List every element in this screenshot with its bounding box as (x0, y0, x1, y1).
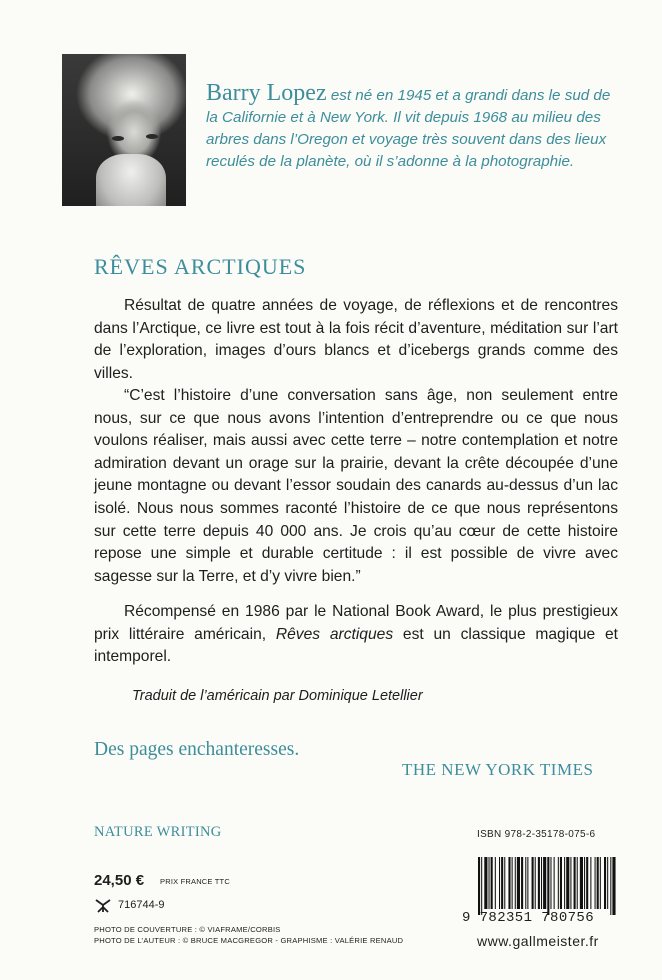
barcode-bar (499, 857, 500, 909)
cover-credit: PHOTO DE COUVERTURE : © VIAFRAME/CORBIS (94, 925, 281, 934)
barcode-bar (515, 857, 516, 909)
barcode-bar (564, 857, 565, 909)
barcode-bar (580, 857, 583, 909)
barcode-bar (554, 857, 555, 909)
barcode-bar (517, 857, 520, 909)
barcode-bar (590, 857, 591, 909)
barcode-bar (508, 857, 510, 909)
publisher-website[interactable]: www.gallmeister.fr (477, 933, 599, 949)
description-paragraph: Résultat de quatre années de voyage, de réflexions et de rencontres dans l’Arctique, ce livre est tout à la fois récit d’aventure, méditation sur l’art de l’exploration, images d’ours blancs et d’icebergs grands comme des villes. (94, 297, 618, 382)
barcode-bar (501, 857, 503, 909)
press-source: THE NEW YORK TIMES (402, 760, 594, 779)
barcode-bar (525, 857, 526, 909)
barcode-bar (484, 857, 487, 909)
barcode-bar (489, 857, 490, 909)
barcode-bar (504, 857, 505, 909)
collection-name: NATURE WRITING (94, 824, 222, 840)
author-bio (206, 82, 626, 173)
barcode-bar (512, 857, 513, 909)
book-title: RÊVES ARCTIQUES (94, 254, 307, 279)
author-name: Barry Lopez (206, 80, 327, 106)
barcode-bar (610, 857, 611, 915)
press-quote: Des pages enchanteresses. (94, 739, 300, 760)
barcode-bar (527, 857, 528, 909)
barcode-bar (550, 857, 551, 909)
author-bio-text: est né en 1945 et a grandi dans le sud de la Californie et à New York. Il vit depuis 1968 au milieu des arbres dans l’Oregon et voyage très souvent dans des lieux reculés de la planète, où il s’adonne à la photographie. (206, 87, 611, 170)
barcode-bar (566, 857, 569, 909)
barcode-bar (521, 857, 523, 909)
barcode-bar (597, 857, 599, 909)
author-credit: PHOTO DE L’AUTEUR : © BRUCE MACGREGOR - GRAPHISME : VALÉRIE RENAUD (94, 936, 404, 945)
barcode-bar (547, 857, 549, 915)
translator-credit: Traduit de l’américain par Dominique Letellier (132, 688, 423, 704)
author-photo (62, 54, 186, 206)
award-text-end: est un classique magique et intemporel. (94, 625, 618, 666)
price: 24,50 € (94, 872, 145, 889)
barcode-digits: 9 782351 780756 (462, 910, 595, 926)
barcode-bar (538, 857, 540, 909)
barcode-bar (584, 857, 585, 909)
publisher-logo-icon (94, 899, 112, 913)
barcode-bar (535, 857, 536, 909)
barcode-bar (558, 857, 559, 909)
barcode-bar (586, 857, 588, 909)
barcode-bar (495, 857, 496, 909)
award-text: Récompensé en 1986 par le National Book Award, le plus prestigieux prix littéraire américain, (94, 603, 618, 643)
barcode-bar (570, 857, 571, 909)
photo-credits (94, 924, 403, 946)
barcode-bar (491, 857, 493, 909)
barcode-bar (604, 857, 606, 909)
barcode-bar (543, 857, 546, 909)
barcode-bar (532, 857, 534, 909)
isbn: ISBN 978-2-35178-075-6 (477, 829, 596, 840)
barcode-bar (612, 857, 615, 915)
barcode-bar (595, 857, 596, 909)
quote-paragraph: “C’est l’histoire d’une conversation sans âge, non seulement entre nous, sur ce que nous avons l’intention d’entreprendre ou ce que nous voulons réaliser, mais aussi avec cette terre – notre contemplation et notre admiration devant un orage sur la prairie, devant la crête découpée d’une jeune montagne ou devant l’essor soudain des canards au-dessus d’un lac isolé. Nous nous sommes raconté l’histoire de ce que nous représentons sur cette terre depuis 40 000 ans. Je crois qu’au cœur de cette histoire repose une simple et durable certitude : il est possible de vivre avec sagesse sur la Terre, et d’y vivre bien.” (94, 387, 618, 585)
barcode-bar (478, 857, 480, 915)
barcode-bar (600, 857, 601, 909)
barcode-bar (481, 857, 482, 915)
barcode-bar (577, 857, 578, 909)
award-paragraph (94, 601, 618, 669)
price-note: PRIX FRANCE TTC (160, 877, 230, 886)
barcode-bar (607, 857, 608, 909)
reference-code: 716744-9 (118, 899, 165, 911)
barcode-bar (541, 857, 542, 909)
barcode-bar (574, 857, 576, 909)
barcode-bar (560, 857, 562, 909)
book-title-inline: Rêves arctiques (275, 625, 394, 643)
